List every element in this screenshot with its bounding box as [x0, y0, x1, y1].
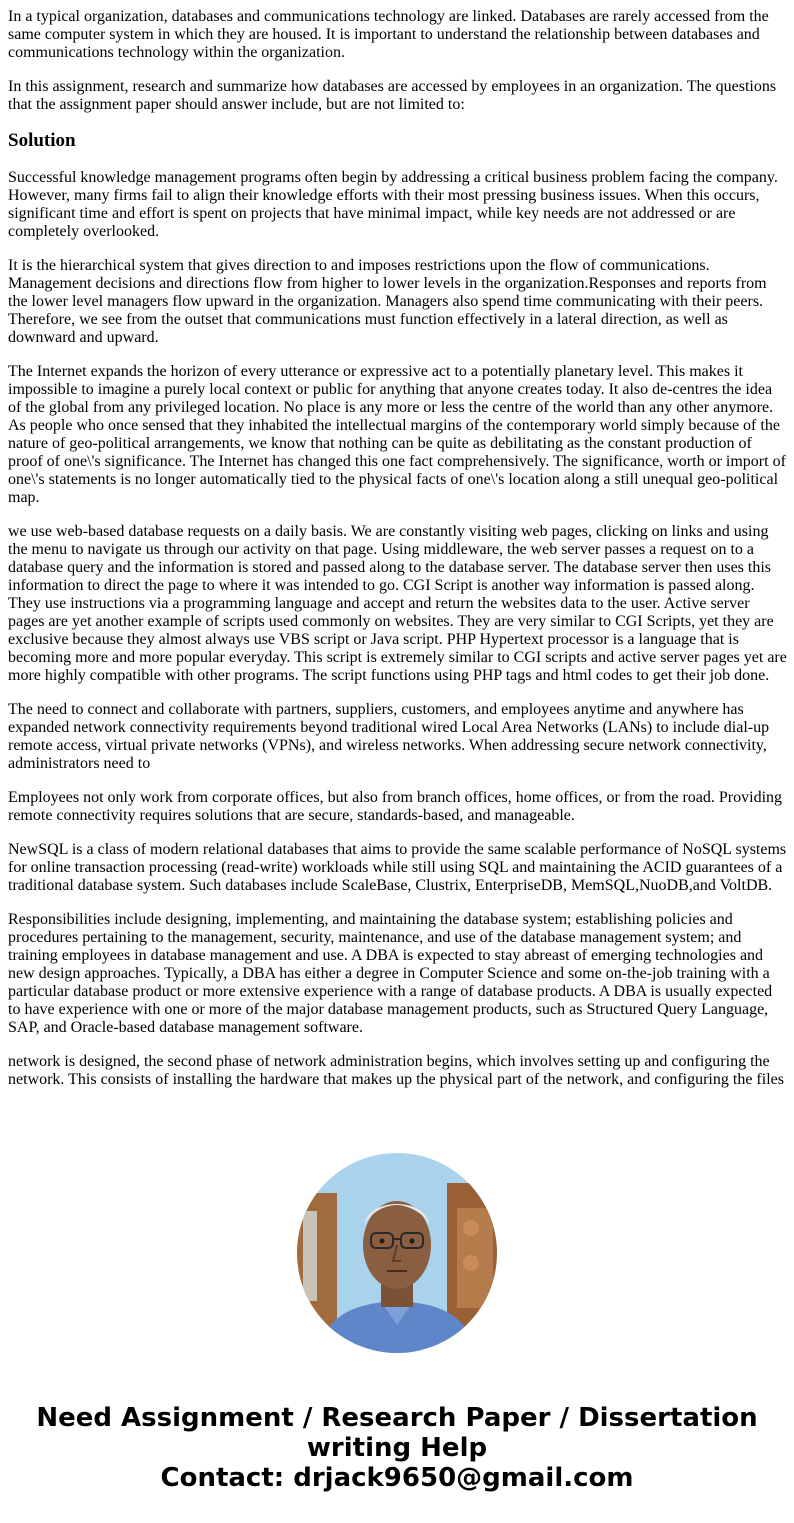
author-photo-illustration — [297, 1153, 497, 1353]
solution-paragraph: network is designed, the second phase of network administration begins, which involves setting up and configuring the network. This consists of installing the hardware that makes up the physical part of the network, and configuring the files — [8, 1053, 784, 1088]
solution-heading: Solution — [8, 130, 76, 151]
solution-paragraph: The need to connect and collaborate with partners, suppliers, customers, and employees anytime and anywhere has expanded network connectivity requirements beyond traditional wired Local Area Networks (LANs) to include dial-up remote access, virtual private networks (VPNs), and wireless networks. When addressing secure network connectivity, administrators need to — [8, 701, 770, 772]
intro-paragraph: In this assignment, research and summarize how databases are accessed by employees in an organization. The questions that the assignment paper should answer include, but are not limited to: — [8, 78, 777, 113]
promo-banner — [0, 1403, 794, 1493]
solution-paragraph: Employees not only work from corporate offices, but also from branch offices, home offices, or from the road. Providing remote connectivity requires solutions that are secure, standards-based, and manageable. — [8, 789, 783, 824]
solution-paragraph: It is the hierarchical system that gives direction to and imposes restrictions upon the flow of communications. Management decisions and directions flow from higher to lower levels in the organization.Responses and reports from the lower level managers flow upward in the organization. Managers also spend time communicating with their peers. Therefore, we see from the outset that communications must function effectively in a lateral direction, as well as downward and upward. — [8, 257, 767, 346]
promo-contact: Contact: drjack9650@gmail.com — [160, 1463, 634, 1493]
promo-line: Need Assignment / Research Paper / Dissertation — [36, 1403, 758, 1433]
solution-paragraph: Successful knowledge management programs often begin by addressing a critical business problem facing the company. However, many firms fail to align their knowledge efforts with their most pressing business issues. When this occurs, significant time and effort is spent on projects that have minimal impact, while key needs are not addressed or are completely overlooked. — [8, 169, 778, 240]
solution-paragraph: The Internet expands the horizon of every utterance or expressive act to a potentially planetary level. This makes it impossible to imagine a purely local context or public for anything that anyone creates today. It also de-centres the idea of the global from any privileged location. No place is any more or less the centre of the world than any other anymore. As people who once sensed that they inhabited the intellectual margins of the contemporary world simply because of the nature of geo-political arrangements, we know that nothing can be quite as debilitating as the constant production of proof of one\'s significance. The Internet has changed this one fact comprehensively. The significance, worth or import of one\'s statements is no longer automatically tied to the physical facts of one\'s location along a still unequal geo-political map. — [8, 363, 786, 506]
article-body — [8, 0, 788, 1124]
solution-paragraph: NewSQL is a class of modern relational databases that aims to provide the same scalable performance of NoSQL systems for online transaction processing (read-write) workloads while still using SQL and maintaining the ACID guarantees of a traditional database system. Such databases include ScaleBase, Clustrix, EnterpriseDB, MemSQL,NuoDB,and VoltDB. — [8, 841, 787, 894]
author-photo — [297, 1153, 497, 1353]
solution-paragraph: we use web-based database requests on a daily basis. We are constantly visiting web pages, clicking on links and using the menu to navigate us through our activity on that page. Using middleware, the web server passes a request on to a database query and the information is stored and passed along to the database server. The database server then uses this information to direct the page to where it was intended to go. CGI Script is another way information is passed along. They use instructions via a programming language and accept and return the websites data to the user. Active server pages are yet another example of scripts used commonly on websites. They are very similar to CGI Scripts, yet they are exclusive because they almost always use VBS script or Java script. PHP Hypertext processor is a language that is becoming more and more popular everyday. This script is extremely similar to CGI scripts and active server pages yet are more highly compatible with other programs. The script functions using PHP tags and html codes to get their job done. — [8, 523, 787, 684]
intro-paragraph: In a typical organization, databases and communications technology are linked. Databases are rarely accessed from the same computer system in which they are housed. It is important to understand the relationship between databases and communications technology within the organization. — [8, 8, 769, 61]
promo-line: writing Help — [306, 1433, 488, 1463]
solution-paragraph: Responsibilities include designing, implementing, and maintaining the database system; establishing policies and procedures pertaining to the management, security, maintenance, and use of the database management system; and training employees in database management and use. A DBA is expected to stay abreast of emerging technologies and new design approaches. Typically, a DBA has either a degree in Computer Science and some on-the-job training with a particular database product or more extensive experience with a range of database products. A DBA is usually expected to have experience with one or more of the major database management products, such as Structured Query Language, SAP, and Oracle-based database management software. — [8, 911, 773, 1036]
